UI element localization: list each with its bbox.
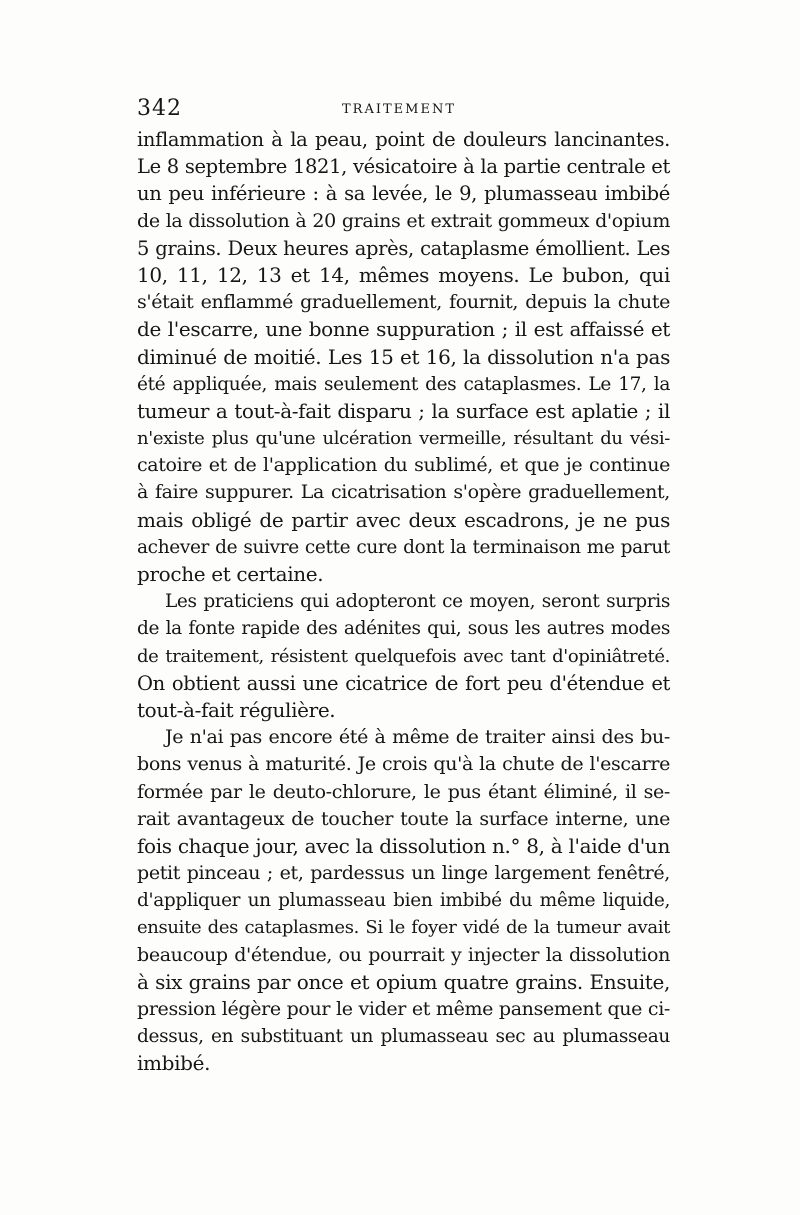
text-line: de l'escarre, une bonne suppuration ; il est affaissé et xyxy=(137,317,670,342)
text-line: 5 grains. Deux heures après, cataplasme émollient. Les xyxy=(137,236,670,260)
page-header xyxy=(137,96,670,126)
text-line: été appliquée, mais seulement des cataplasmes. Le 17, la xyxy=(137,373,670,395)
text-line: à six grains par once et opium quatre grains. Ensuite, xyxy=(137,969,670,994)
text-line: formée par le deuto-chlorure, le pus étant éliminé, il se- xyxy=(137,780,670,803)
text-line: s'était enflammé graduellement, fournit, depuis la chute xyxy=(137,291,670,314)
text-line: pression légère pour le vider et même pansement que ci- xyxy=(137,998,670,1020)
text-line: ensuite des cataplasmes. Si le foyer vidé de la tumeur avait xyxy=(137,917,670,939)
running-title: TRAITEMENT xyxy=(342,102,456,117)
text-line: tumeur a tout-à-fait disparu ; la surface est aplatie ; il xyxy=(137,398,670,423)
text-line: dessus, en substituant un plumasseau sec au plumasseau xyxy=(137,1026,670,1048)
text-line: imbibé. xyxy=(137,1051,211,1076)
text-line: de la dissolution à 20 grains et extrait gommeux d'opium xyxy=(137,209,670,232)
text-line: Je n'ai pas encore été à même de traiter ainsi des bu- xyxy=(165,726,670,749)
text-line: rait avantageux de toucher toute la surface interne, une xyxy=(137,807,670,830)
text-line: tout-à-fait régulière. xyxy=(137,697,336,722)
text-line: achever de suivre cette cure dont la terminaison me parut xyxy=(137,536,670,558)
text-line: fois chaque jour, avec la dissolution n.° 8, à l'aide d'un xyxy=(137,833,670,858)
text-line: de la fonte rapide des adénites qui, sous les autres modes xyxy=(137,618,670,640)
text-line: proche et certaine. xyxy=(137,562,324,586)
text-line: beaucoup d'étendue, ou pourrait y injecter la dissolution xyxy=(137,943,670,966)
text-line: un peu inférieure : à sa levée, le 9, plumasseau imbibé xyxy=(137,182,670,206)
text-line: petit pinceau ; et, pardessus un linge largement fenêtré, xyxy=(137,862,670,885)
text-line: catoire et de l'application du sublimé, et que je continue xyxy=(137,454,670,477)
text-line: à faire suppurer. La cicatrisation s'opère graduellement, xyxy=(137,481,670,504)
text-line: de traitement, résistent quelquefois avec tant d'opiniâtreté. xyxy=(137,645,670,667)
text-line: mais obligé de partir avec deux escadrons, je ne pus xyxy=(137,507,670,532)
text-line: bons venus à maturité. Je crois qu'à la chute de l'escarre xyxy=(137,753,670,776)
text-line: diminué de moitié. Les 15 et 16, la dissolution n'a pas xyxy=(137,344,670,369)
body-text xyxy=(137,126,670,1078)
page-number: 342 xyxy=(137,96,182,121)
text-line: d'appliquer un plumasseau bien imbibé du même liquide, xyxy=(137,890,670,912)
text-line: Les praticiens qui adopteront ce moyen, seront surpris xyxy=(165,591,670,613)
text-line: Le 8 septembre 1821, vésicatoire à la partie centrale et xyxy=(137,155,670,179)
text-line: 10, 11, 12, 13 et 14, mêmes moyens. Le bubon, qui xyxy=(137,262,670,287)
text-line: On obtient aussi une cicatrice de fort peu d'étendue et xyxy=(137,671,670,695)
text-line: inflammation à la peau, point de douleurs lancinantes. xyxy=(137,128,670,151)
text-line: n'existe plus qu'une ulcération vermeille, résultant du vési- xyxy=(137,428,670,450)
